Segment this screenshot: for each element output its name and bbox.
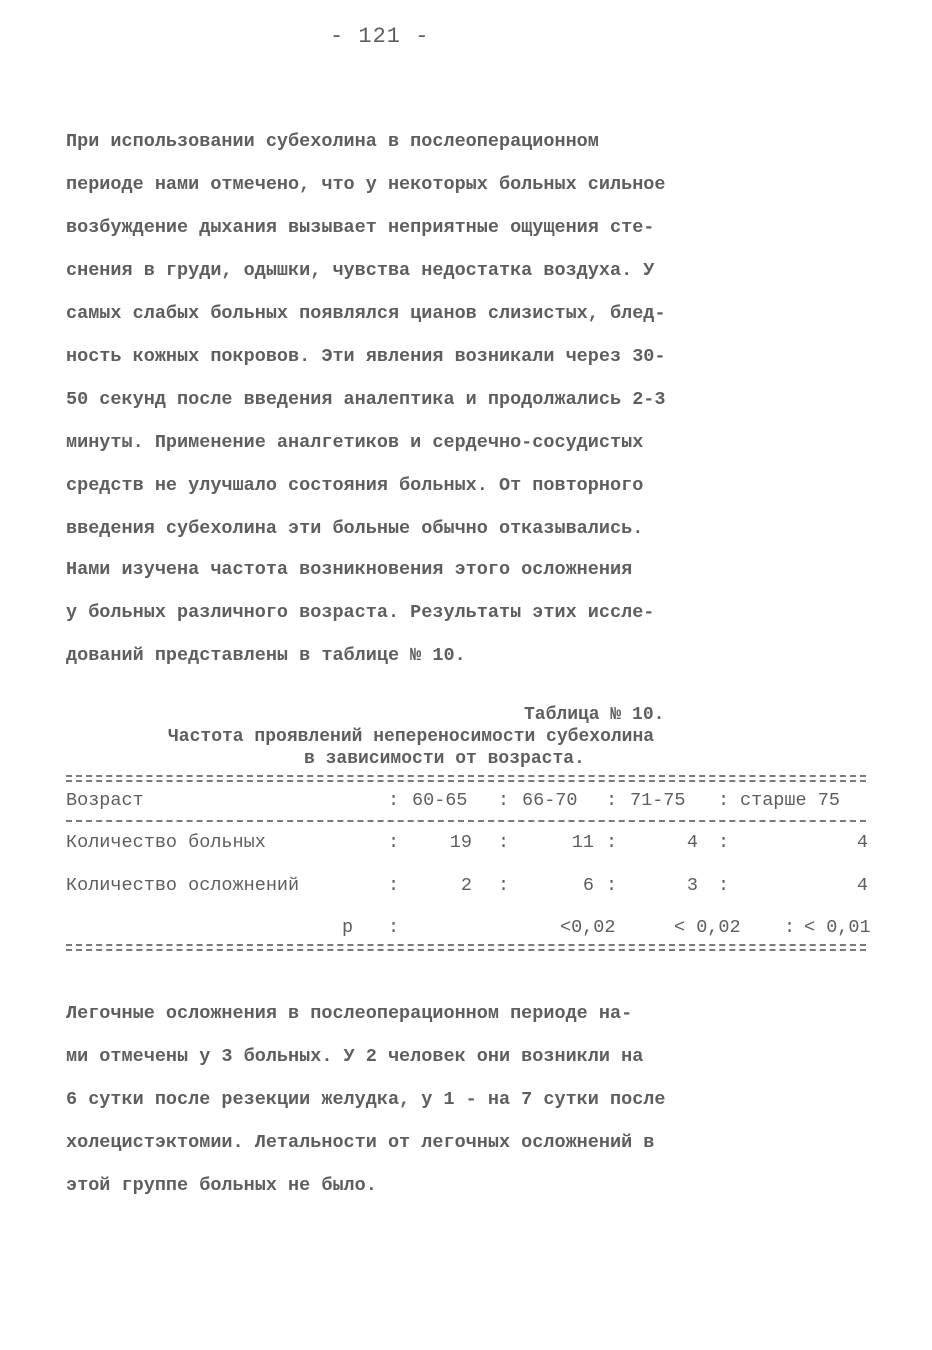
column-separator: :: [388, 832, 400, 853]
header-age-label: Возраст: [66, 790, 144, 811]
column-separator: :: [498, 832, 510, 853]
text-line: холецистэктомии. Летальности от легочных осложнений в: [66, 1132, 655, 1153]
text-line: ми отмечены у 3 больных. У 2 человек они возникли на: [66, 1046, 644, 1067]
text-line: 6 сутки после резекции желудка, у 1 - на 7 сутки после: [66, 1089, 666, 1110]
column-separator: :: [718, 875, 730, 896]
text-line: минуты. Применение аналгетиков и сердечно-сосудистых: [66, 432, 644, 453]
table-row-p-value: [66, 913, 871, 943]
header-column: старше 75: [740, 790, 840, 811]
text-line: введения субехолина эти больные обычно отказывались.: [66, 518, 644, 539]
paragraph-3: [66, 992, 826, 1207]
text-line: возбуждение дыхания вызывает неприятные ощущения сте-: [66, 217, 655, 238]
column-separator: :: [388, 917, 400, 938]
text-line: средств не улучшало состояния больных. От повторного: [66, 475, 644, 496]
page-number: - 121 -: [330, 24, 430, 49]
table-cell: 4: [686, 832, 698, 853]
p-cell: <0,02: [560, 917, 616, 938]
column-separator: :: [606, 790, 618, 811]
table-top-rule: [66, 780, 866, 782]
text-line: дований представлены в таблице № 10.: [66, 645, 466, 666]
table-title-line-2: в зависимости от возраста.: [304, 749, 585, 769]
paragraph-2: [66, 548, 826, 677]
paragraph-1: [66, 120, 826, 550]
text-line: 50 секунд после введения аналептика и продолжались 2-3: [66, 389, 666, 410]
column-separator: :: [498, 790, 510, 811]
table-bottom-rule: [66, 949, 866, 951]
text-line: Легочные осложнения в послеоперационном периоде на-: [66, 1003, 633, 1024]
table-cell: 4: [856, 875, 868, 896]
text-line: этой группе больных не было.: [66, 1175, 377, 1196]
table-cell: 6: [582, 875, 594, 896]
table-bottom-rule: [66, 944, 866, 946]
table-label: Таблица № 10.: [524, 705, 665, 725]
table-header-row: [66, 786, 866, 816]
table-header-rule: [66, 820, 866, 822]
table-cell: 2: [460, 875, 472, 896]
table-row: [66, 871, 866, 901]
text-line: самых слабых больных появлялся цианов слизистых, блед-: [66, 303, 666, 324]
column-separator: :: [498, 875, 510, 896]
text-line: периоде нами отмечено, что у некоторых больных сильное: [66, 174, 666, 195]
p-cell: < 0,02: [674, 917, 741, 938]
row-label: Количество осложнений: [66, 875, 300, 896]
table-cell: 3: [686, 875, 698, 896]
header-column: 60-65: [412, 790, 468, 811]
text-line: снения в груди, одышки, чувства недостатка воздуха. У: [66, 260, 655, 281]
column-separator: :: [388, 875, 400, 896]
column-separator: :: [718, 832, 730, 853]
column-separator: :: [784, 917, 796, 938]
header-column: 71-75: [630, 790, 686, 811]
row-label: Количество больных: [66, 832, 266, 853]
text-line: ность кожных покровов. Эти явления возникали через 30-: [66, 346, 666, 367]
table-cell: 11: [571, 832, 594, 853]
column-separator: :: [388, 790, 400, 811]
table-top-rule: [66, 775, 866, 777]
column-separator: :: [606, 832, 618, 853]
p-label: р: [342, 917, 354, 938]
text-line: у больных различного возраста. Результаты этих иссле-: [66, 602, 655, 623]
p-cell: < 0,01: [804, 917, 871, 938]
column-separator: :: [718, 790, 730, 811]
table-title-line-1: Частота проявлений непереносимости субехолина: [168, 727, 655, 747]
table-row: [66, 828, 866, 858]
text-line: При использовании субехолина в послеоперационном: [66, 131, 599, 152]
column-separator: :: [606, 875, 618, 896]
table-cell: 19: [449, 832, 472, 853]
text-line: Нами изучена частота возникновения этого осложнения: [66, 559, 633, 580]
header-column: 66-70: [522, 790, 578, 811]
table-cell: 4: [856, 832, 868, 853]
